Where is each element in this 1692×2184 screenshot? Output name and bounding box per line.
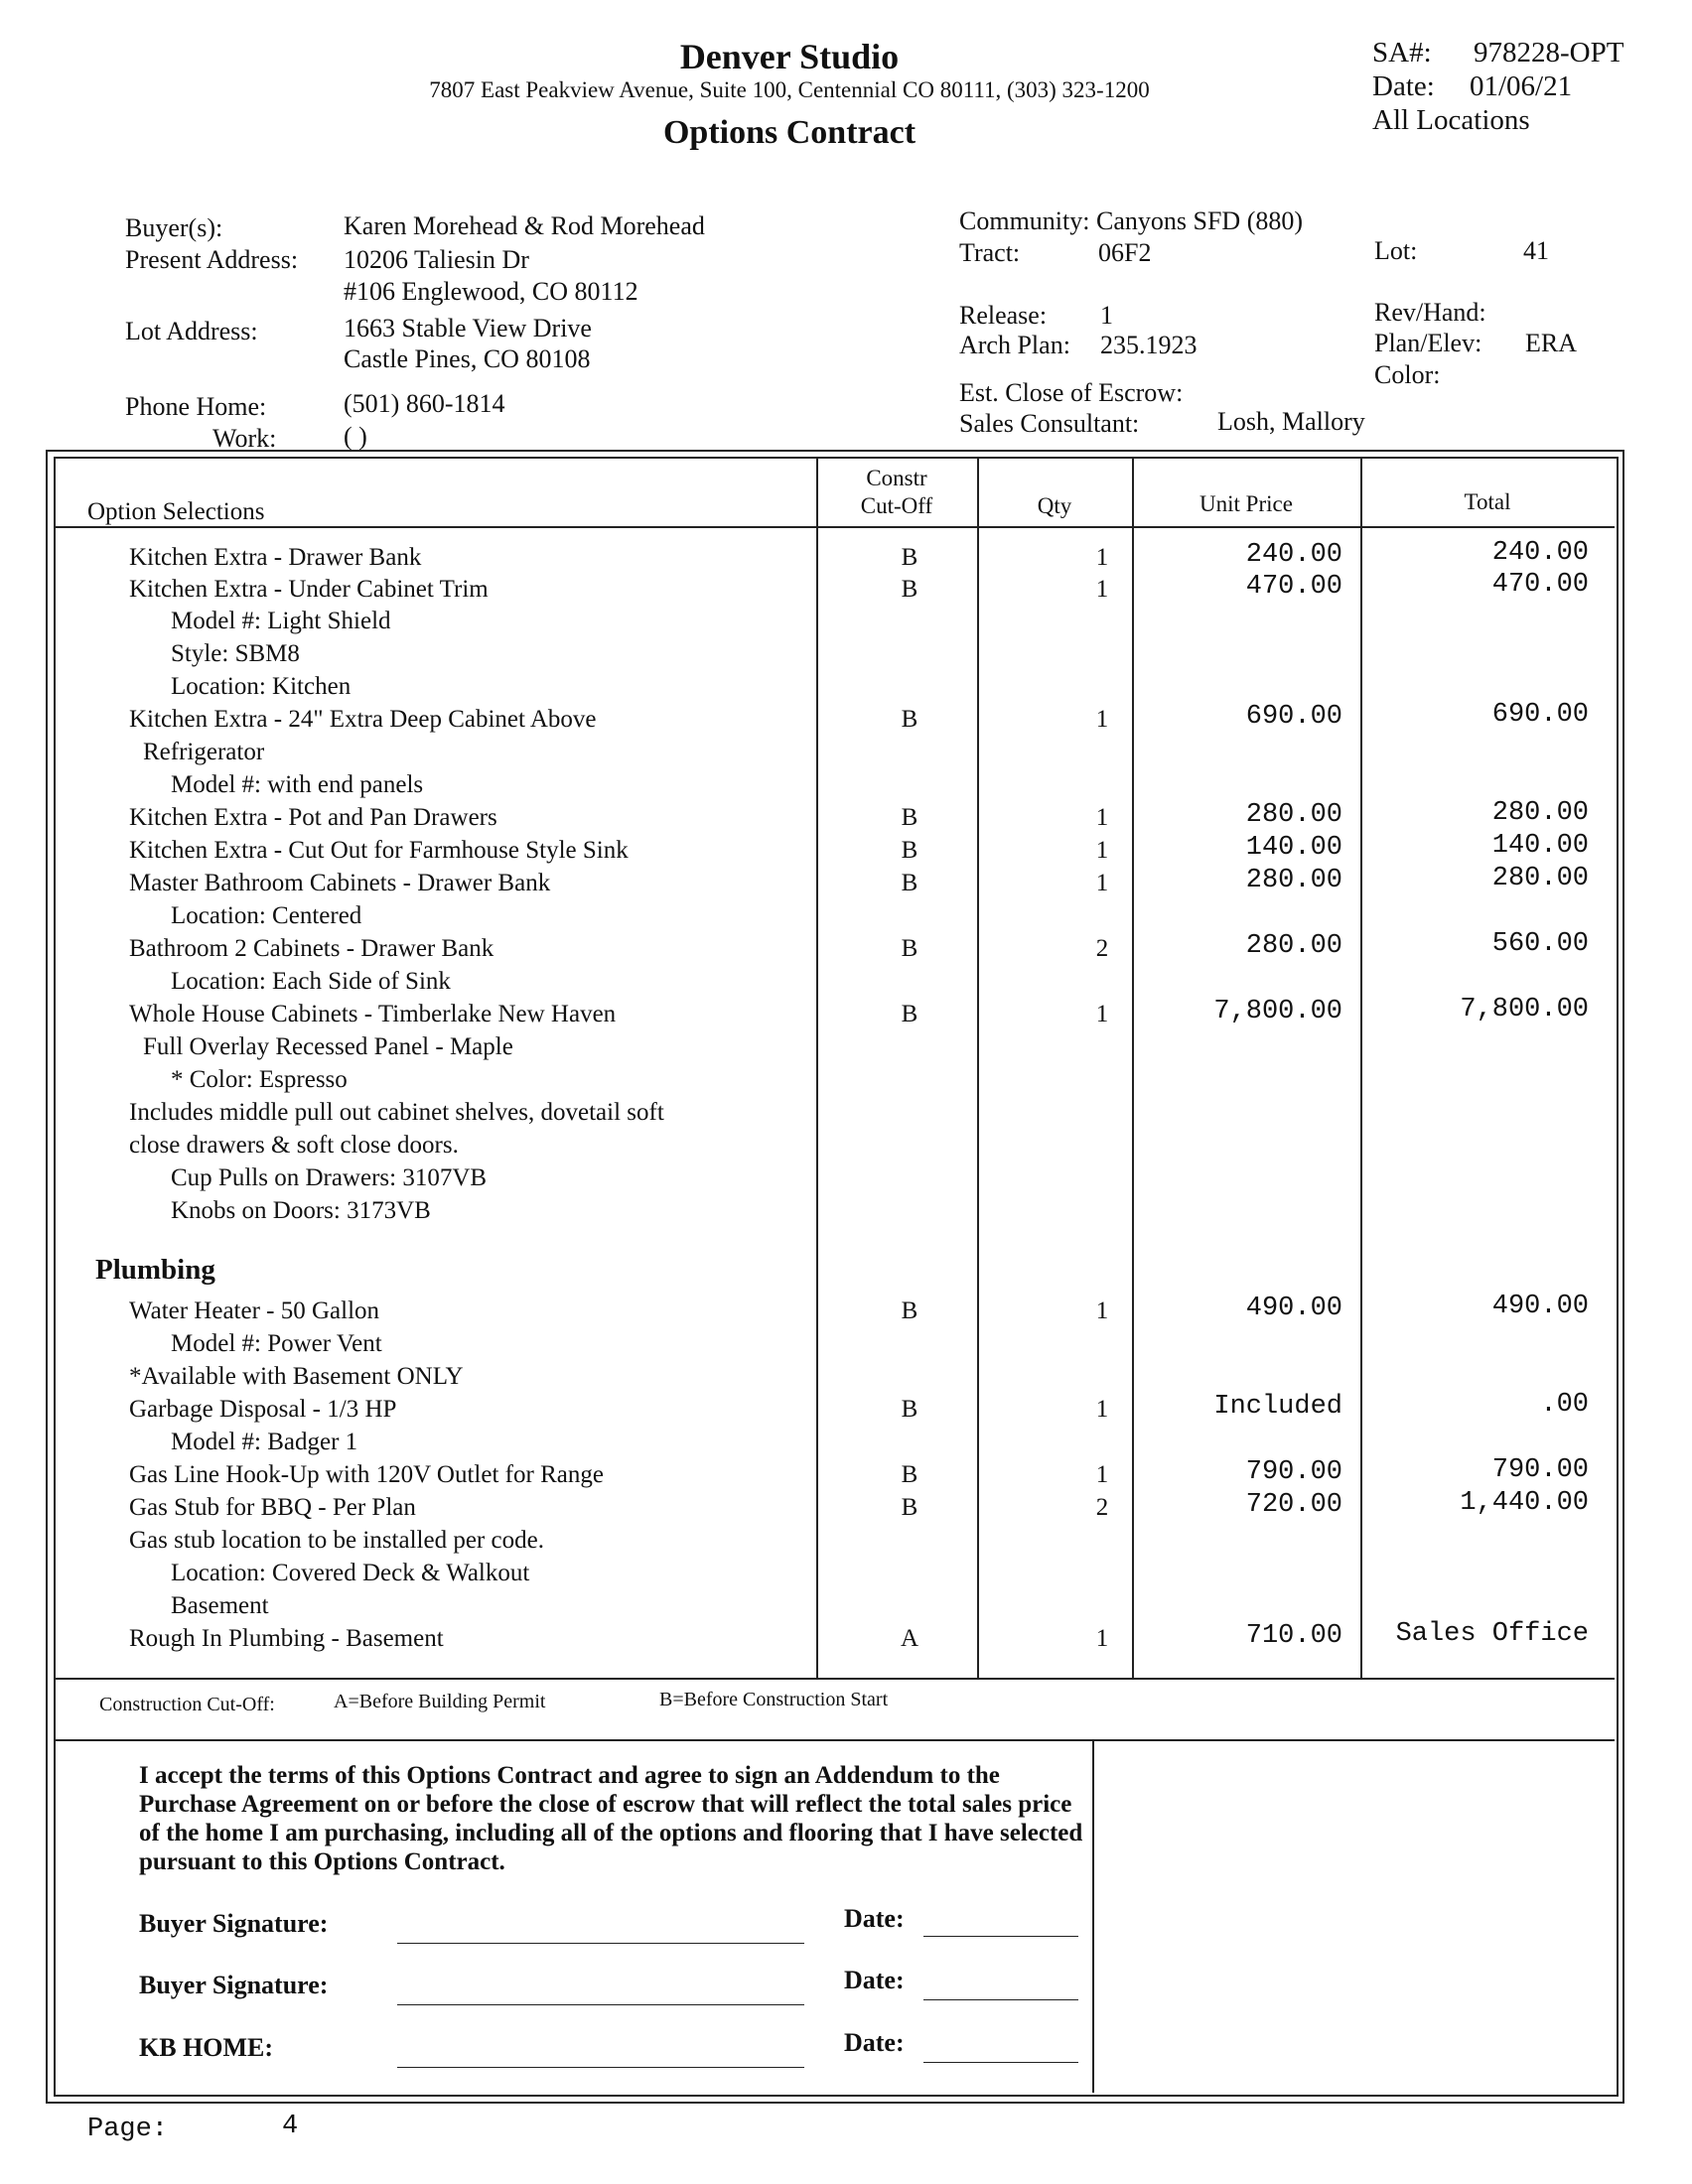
buyer2-signature-label: Buyer Signature: <box>139 1971 329 1999</box>
phone-home-value: (501) 860-1814 <box>344 389 505 418</box>
tract-value: 06F2 <box>1098 238 1152 267</box>
lot-value: 41 <box>1523 236 1549 265</box>
plumbing_line-total: 490.00 <box>1491 1292 1589 1321</box>
line-unit-price: 7,800.00 <box>1213 997 1342 1026</box>
plumbing_line-unit-price: 720.00 <box>1245 1490 1342 1520</box>
lot-label: Lot: <box>1374 236 1418 265</box>
line-description: Location: Kitchen <box>171 673 352 700</box>
plumbing_line-total: .00 <box>1540 1390 1589 1420</box>
header-underline <box>56 526 1615 528</box>
plumbing_line-description: Gas stub location to be installed per code. <box>129 1527 544 1554</box>
property-info <box>959 205 1595 444</box>
document-title: Options Contract <box>662 114 916 151</box>
line-description: Kitchen Extra - Under Cabinet Trim <box>129 576 489 603</box>
consultant-label: Sales Consultant: <box>959 409 1140 438</box>
line-description: Kitchen Extra - Drawer Bank <box>129 544 422 571</box>
cutoff-legend-a: A=Before Building Permit <box>334 1691 546 1712</box>
line-cutoff: B <box>901 804 918 831</box>
release-value: 1 <box>1100 301 1113 330</box>
plumbing_line-cutoff: B <box>901 1396 918 1423</box>
buyer1-date-line[interactable] <box>923 1936 1078 1937</box>
line-description: Knobs on Doors: 3173VB <box>171 1197 431 1224</box>
plumbing_line-qty: 1 <box>1095 1625 1109 1652</box>
plumbing_line-description: Gas Line Hook-Up with 120V Outlet for Range <box>129 1461 604 1488</box>
buyers-label: Buyer(s): <box>125 213 223 242</box>
plumbing_line-unit-price: 710.00 <box>1245 1621 1342 1651</box>
line-description: Bathroom 2 Cabinets - Drawer Bank <box>129 935 494 962</box>
plumbing_line-description: Model #: Power Vent <box>171 1330 382 1357</box>
line-unit-price: 240.00 <box>1245 540 1342 570</box>
plumbing_line-unit-price: 490.00 <box>1245 1294 1342 1323</box>
line-description: * Color: Espresso <box>171 1066 348 1093</box>
line-qty: 1 <box>1095 804 1109 831</box>
locations: All Locations <box>1372 104 1530 136</box>
release-label: Release: <box>959 301 1048 330</box>
company-name: Denver Studio <box>679 37 900 76</box>
line-description: Refrigerator <box>143 739 265 765</box>
plumbing_line-qty: 1 <box>1095 1297 1109 1324</box>
plumbing_line-total: Sales Office <box>1395 1619 1589 1649</box>
buyer1-date-label: Date: <box>844 1904 905 1933</box>
line-cutoff: B <box>901 576 918 603</box>
plumbing_line-total: 790.00 <box>1491 1455 1589 1485</box>
buyer-info <box>125 211 705 455</box>
line-unit-price: 140.00 <box>1245 833 1342 863</box>
consultant-value: Losh, Mallory <box>1217 407 1365 436</box>
divider-cutoff <box>816 459 818 1680</box>
line-description: close drawers & soft close doors. <box>129 1132 459 1159</box>
plumbing-section-title: Plumbing <box>95 1254 215 1286</box>
buyer1-signature-line[interactable] <box>397 1943 804 1944</box>
plumbing_line-description: Model #: Badger 1 <box>171 1429 358 1455</box>
line-description: Style: SBM8 <box>171 640 300 667</box>
header-cutoff-line1: Constr <box>866 466 927 490</box>
kb-home-date-label: Date: <box>844 2028 905 2057</box>
plumbing_line-total: 1,440.00 <box>1460 1488 1589 1518</box>
buyer2-signature-line[interactable] <box>397 2004 804 2005</box>
lot-address-label: Lot Address: <box>125 317 258 345</box>
buyer1-signature-label: Buyer Signature: <box>139 1909 329 1938</box>
plan-elev-label: Plan/Elev: <box>1374 329 1482 357</box>
line-unit-price: 280.00 <box>1245 866 1342 895</box>
plumbing_line-cutoff: A <box>900 1625 919 1652</box>
present-address-line1: 10206 Taliesin Dr <box>344 245 529 274</box>
line-description: Master Bathroom Cabinets - Drawer Bank <box>129 870 551 896</box>
signature-divider <box>1092 1739 1094 2093</box>
plumbing_line-qty: 1 <box>1095 1396 1109 1423</box>
community-value: Canyons SFD (880) <box>1096 206 1304 235</box>
line-unit-price: 280.00 <box>1245 800 1342 830</box>
line-description: Includes middle pull out cabinet shelves, dovetail soft <box>129 1099 664 1126</box>
line-cutoff: B <box>901 935 918 962</box>
line-qty: 1 <box>1095 544 1109 571</box>
line-total: 280.00 <box>1491 798 1589 828</box>
line-description: Whole House Cabinets - Timberlake New Haven <box>129 1001 617 1027</box>
plumbing_line-qty: 1 <box>1095 1461 1109 1488</box>
plumbing_line-cutoff: B <box>901 1461 918 1488</box>
plumbing_line-description: Basement <box>171 1592 269 1619</box>
buyer2-date-label: Date: <box>844 1966 905 1994</box>
line-cutoff: B <box>901 837 918 864</box>
line-qty: 1 <box>1095 837 1109 864</box>
arch-plan-label: Arch Plan: <box>959 331 1070 359</box>
present-address-line2: #106 Englewood, CO 80112 <box>344 277 638 306</box>
line-description: Model #: Light Shield <box>171 608 391 634</box>
line-unit-price: 280.00 <box>1245 931 1342 961</box>
line-total: 470.00 <box>1491 570 1589 600</box>
header-qty: Qty <box>1037 493 1072 518</box>
line-cutoff: B <box>901 706 918 733</box>
contract-meta <box>1372 36 1623 137</box>
date-label: Date: <box>1372 70 1435 102</box>
sa-number: 978228-OPT <box>1474 37 1624 68</box>
line-cutoff: B <box>901 1001 918 1027</box>
cutoff-legend-label: Construction Cut-Off: <box>99 1694 275 1715</box>
divider-unit <box>1132 459 1134 1680</box>
plumbing_line-unit-price: 790.00 <box>1245 1457 1342 1487</box>
escrow-label: Est. Close of Escrow: <box>959 378 1184 407</box>
legend-bottom-line <box>56 1739 1615 1741</box>
line-qty: 1 <box>1095 576 1109 603</box>
phone-work-value: ( ) <box>344 422 367 451</box>
plumbing_line-description: Location: Covered Deck & Walkout <box>171 1560 530 1586</box>
divider-total <box>1360 459 1362 1680</box>
divider-qty <box>977 459 979 1680</box>
sa-label: SA#: <box>1372 37 1432 68</box>
present-address-label: Present Address: <box>125 245 299 274</box>
line-total: 280.00 <box>1491 864 1589 893</box>
page-label: Page: <box>87 2115 169 2144</box>
phone-home-label: Phone Home: <box>125 392 267 421</box>
color-label: Color: <box>1374 360 1441 389</box>
line-cutoff: B <box>901 870 918 896</box>
plumbing_line-description: Gas Stub for BBQ - Per Plan <box>129 1494 416 1521</box>
line-total: 690.00 <box>1491 700 1589 730</box>
plumbing_line-cutoff: B <box>901 1297 918 1324</box>
plumbing_line-description: Garbage Disposal - 1/3 HP <box>129 1396 397 1423</box>
line-description: Kitchen Extra - 24" Extra Deep Cabinet Above <box>129 706 597 733</box>
plumbing_line-description: Rough In Plumbing - Basement <box>129 1625 444 1652</box>
line-qty: 2 <box>1095 935 1109 962</box>
line-description: Kitchen Extra - Pot and Pan Drawers <box>129 804 497 831</box>
line-qty: 1 <box>1095 870 1109 896</box>
header-cutoff-line2: Cut-Off <box>860 493 933 518</box>
header-total: Total <box>1464 489 1511 514</box>
community-label: Community: <box>959 206 1090 235</box>
buyers-value: Karen Morehead & Rod Morehead <box>344 211 705 240</box>
plumbing_line-description: Water Heater - 50 Gallon <box>129 1297 380 1324</box>
header-option-selections: Option Selections <box>87 498 265 525</box>
line-unit-price: 470.00 <box>1245 572 1342 602</box>
kb-home-date-line[interactable] <box>923 2062 1078 2063</box>
line-total: 140.00 <box>1491 831 1589 861</box>
line-description: Kitchen Extra - Cut Out for Farmhouse Style Sink <box>129 837 629 864</box>
company-address: 7807 East Peakview Avenue, Suite 100, Centennial CO 80111, (303) 323-1200 <box>429 77 1150 102</box>
plumbing_line-qty: 2 <box>1095 1494 1109 1521</box>
line-cutoff: B <box>901 544 918 571</box>
page-number: 4 <box>282 2112 299 2141</box>
cutoff-legend-b: B=Before Construction Start <box>659 1689 889 1710</box>
line-description: Model #: with end panels <box>171 771 424 798</box>
tract-label: Tract: <box>959 238 1021 267</box>
rev-hand-label: Rev/Hand: <box>1374 298 1486 327</box>
plumbing_line-unit-price: Included <box>1213 1392 1342 1422</box>
line-unit-price: 690.00 <box>1245 702 1342 732</box>
lot-address-line1: 1663 Stable View Drive <box>344 314 592 342</box>
lot-address-line2: Castle Pines, CO 80108 <box>344 344 591 373</box>
line-total: 240.00 <box>1491 538 1589 568</box>
plan-elev-value: ERA <box>1525 329 1577 357</box>
line-description: Full Overlay Recessed Panel - Maple <box>143 1033 513 1060</box>
arch-plan-value: 235.1923 <box>1100 331 1198 359</box>
line-qty: 1 <box>1095 706 1109 733</box>
line-description: Cup Pulls on Drawers: 3107VB <box>171 1164 488 1191</box>
plumbing_line-cutoff: B <box>901 1494 918 1521</box>
phone-work-label: Work: <box>212 424 277 453</box>
acceptance-statement: I accept the terms of this Options Contract and agree to sign an Addendum to the Purchase Agreement on or before the close of escrow that will reflect the total sales price of the home I am purchasing, including all of the options and flooring that I have selected pursuant to this Options Contract. <box>139 1762 1083 1875</box>
kb-home-signature-label: KB HOME: <box>139 2033 274 2062</box>
table-bottom-line <box>56 1678 1615 1680</box>
plumbing_line-description: *Available with Basement ONLY <box>129 1363 464 1390</box>
line-qty: 1 <box>1095 1001 1109 1027</box>
buyer2-date-line[interactable] <box>923 1999 1078 2000</box>
kb-home-signature-line[interactable] <box>397 2067 804 2068</box>
header-unit-price: Unit Price <box>1199 491 1293 516</box>
line-total: 560.00 <box>1491 929 1589 959</box>
line-description: Location: Centered <box>171 902 362 929</box>
line-total: 7,800.00 <box>1460 995 1589 1024</box>
line-description: Location: Each Side of Sink <box>171 968 451 995</box>
contract-date: 01/06/21 <box>1470 70 1573 102</box>
